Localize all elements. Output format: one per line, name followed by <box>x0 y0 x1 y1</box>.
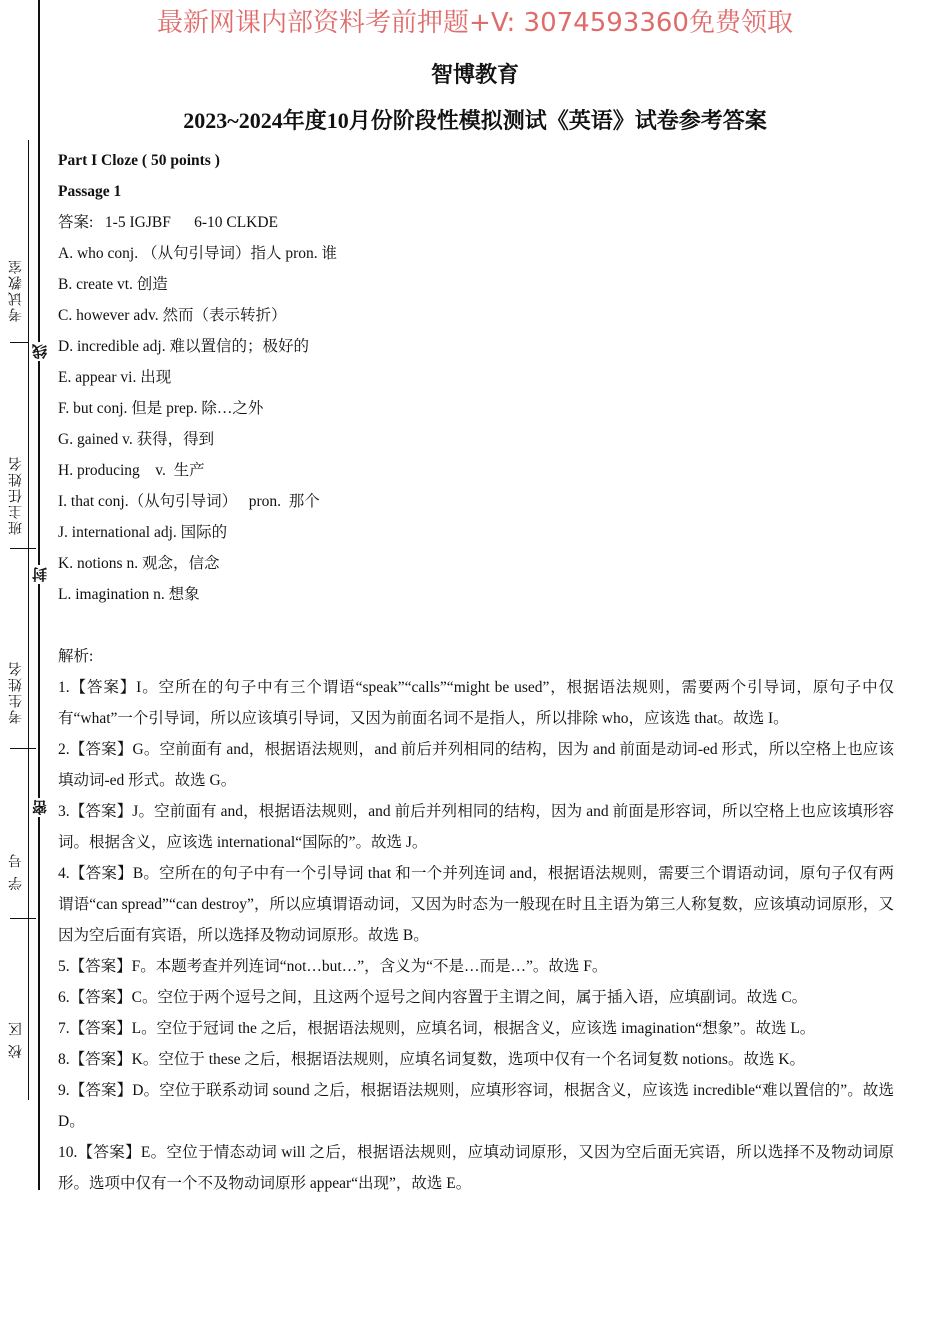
analysis-item: 1.【答案】I。空所在的句子中有三个谓语“speak”“calls”“might be used”，根据语法规则，需要两个引导词，原句子中仅有“what”一个引导词，所以应该填引导词，又因为前面名词不是指人，所以排除 who，应该选 that。故选 I。 <box>58 679 894 727</box>
analysis-item: 9.【答案】D。空位于联系动词 sound 之后，根据语法规则，应填形容词，根据含义，应该选 incredible“难以置信的”。故选 D。 <box>58 1082 894 1130</box>
sidebar-label-classroom: 考试教室 <box>8 258 24 322</box>
seal-char-seal: 封 <box>31 567 49 582</box>
sidebar-label-campus: 校 区 <box>8 1020 24 1059</box>
analysis-item: 4.【答案】B。空所在的句子中有一个引导词 that 和一个并列连词 and，根据语法规则，需要三个谓语动词，原句子仅有两谓语“can spread”“can destroy”，所以应填谓语动词，又因为时态为一般现在时且主语为第三人称复数，应该填动词原形，又因为空后面有宾语，所以选择及物动词原形。故选 B。 <box>58 865 894 944</box>
analysis-label: 解析: <box>58 648 94 665</box>
watermark-text: 最新网课内部资料考前押题+V: 3074593360免费领取 <box>157 8 793 38</box>
binding-tick-3 <box>10 748 36 749</box>
analysis-item: 2.【答案】G。空前面有 and，根据语法规则，and 前后并列相同的结构，因为 and 前面是动词-ed 形式，所以空格上也应该填动词-ed 形式。故选 G。 <box>58 741 894 789</box>
option-item: H. producing v. 生产 <box>58 462 205 479</box>
option-item: G. gained v. 获得，得到 <box>58 431 215 448</box>
analysis-item: 3.【答案】J。空前面有 and，根据语法规则，and 前后并列相同的结构，因为 and 前面是形容词，所以空格上也应该填形容词。根据含义，应该选 international“国际的”。故选 J。 <box>58 803 894 851</box>
option-item: E. appear vi. 出现 <box>58 369 172 386</box>
analysis-item: 8.【答案】K。空位于 these 之后，根据语法规则，应填名词复数，选项中仅有一个名词复数 notions。故选 K。 <box>58 1051 806 1068</box>
binding-tick-2 <box>10 548 36 549</box>
sidebar-label-student-name: 考生姓名 <box>8 660 24 724</box>
analysis-item: 7.【答案】L。空位于冠词 the 之后，根据语法规则，应填名词，根据含义，应该选 imagination“想象”。故选 L。 <box>58 1020 816 1037</box>
page-title: 2023~2024年度10月份阶段性模拟测试《英语》试卷参考答案 <box>183 108 767 133</box>
option-item: K. notions n. 观念，信念 <box>58 555 220 572</box>
option-item: I. that conj.（从句引导词） pron. 那个 <box>58 493 320 510</box>
passage-heading: Passage 1 <box>58 183 122 200</box>
section-heading: Part I Cloze ( 50 points ) <box>58 152 220 169</box>
option-item: J. international adj. 国际的 <box>58 524 228 541</box>
analysis-item: 6.【答案】C。空位于两个逗号之间，且这两个逗号之间内容置于主谓之间，属于插入语，应填副词。故选 C。 <box>58 989 808 1006</box>
sidebar-label-student-id: 学 号 <box>8 852 24 891</box>
sidebar-label-teacher: 班主任姓名 <box>8 455 24 535</box>
answer-key: 答案: 1-5 IGJBF 6-10 CLKDE <box>58 214 279 231</box>
option-item: A. who conj. （从句引导词）指人 pron. 谁 <box>58 245 337 262</box>
analysis-item: 10.【答案】E。空位于情态动词 will 之后，根据语法规则，应填动词原形，又因为空后面无宾语，所以选择不及物动词原形。选项中仅有一个不及物动词原形 appear“出现”，故选 E。 <box>58 1144 894 1192</box>
option-item: F. but conj. 但是 prep. 除…之外 <box>58 400 264 417</box>
analysis-item: 5.【答案】F。本题考查并列连词“not…but…”，含义为“不是…而是…”。故选 F。 <box>58 958 608 975</box>
seal-char-secret: 密 <box>31 800 49 815</box>
spacer <box>58 610 894 641</box>
binding-tick-4 <box>10 918 36 919</box>
seal-char-line: 线 <box>31 344 49 359</box>
organization-name: 智博教育 <box>430 63 519 88</box>
answer-content <box>58 145 894 1199</box>
binding-line-outer <box>38 0 40 1190</box>
option-item: D. incredible adj. 难以置信的；极好的 <box>58 338 309 355</box>
binding-line-inner <box>28 140 29 1100</box>
option-item: C. however adv. 然而（表示转折） <box>58 307 287 324</box>
option-item: B. create vt. 创造 <box>58 276 168 293</box>
option-item: L. imagination n. 想象 <box>58 586 200 603</box>
